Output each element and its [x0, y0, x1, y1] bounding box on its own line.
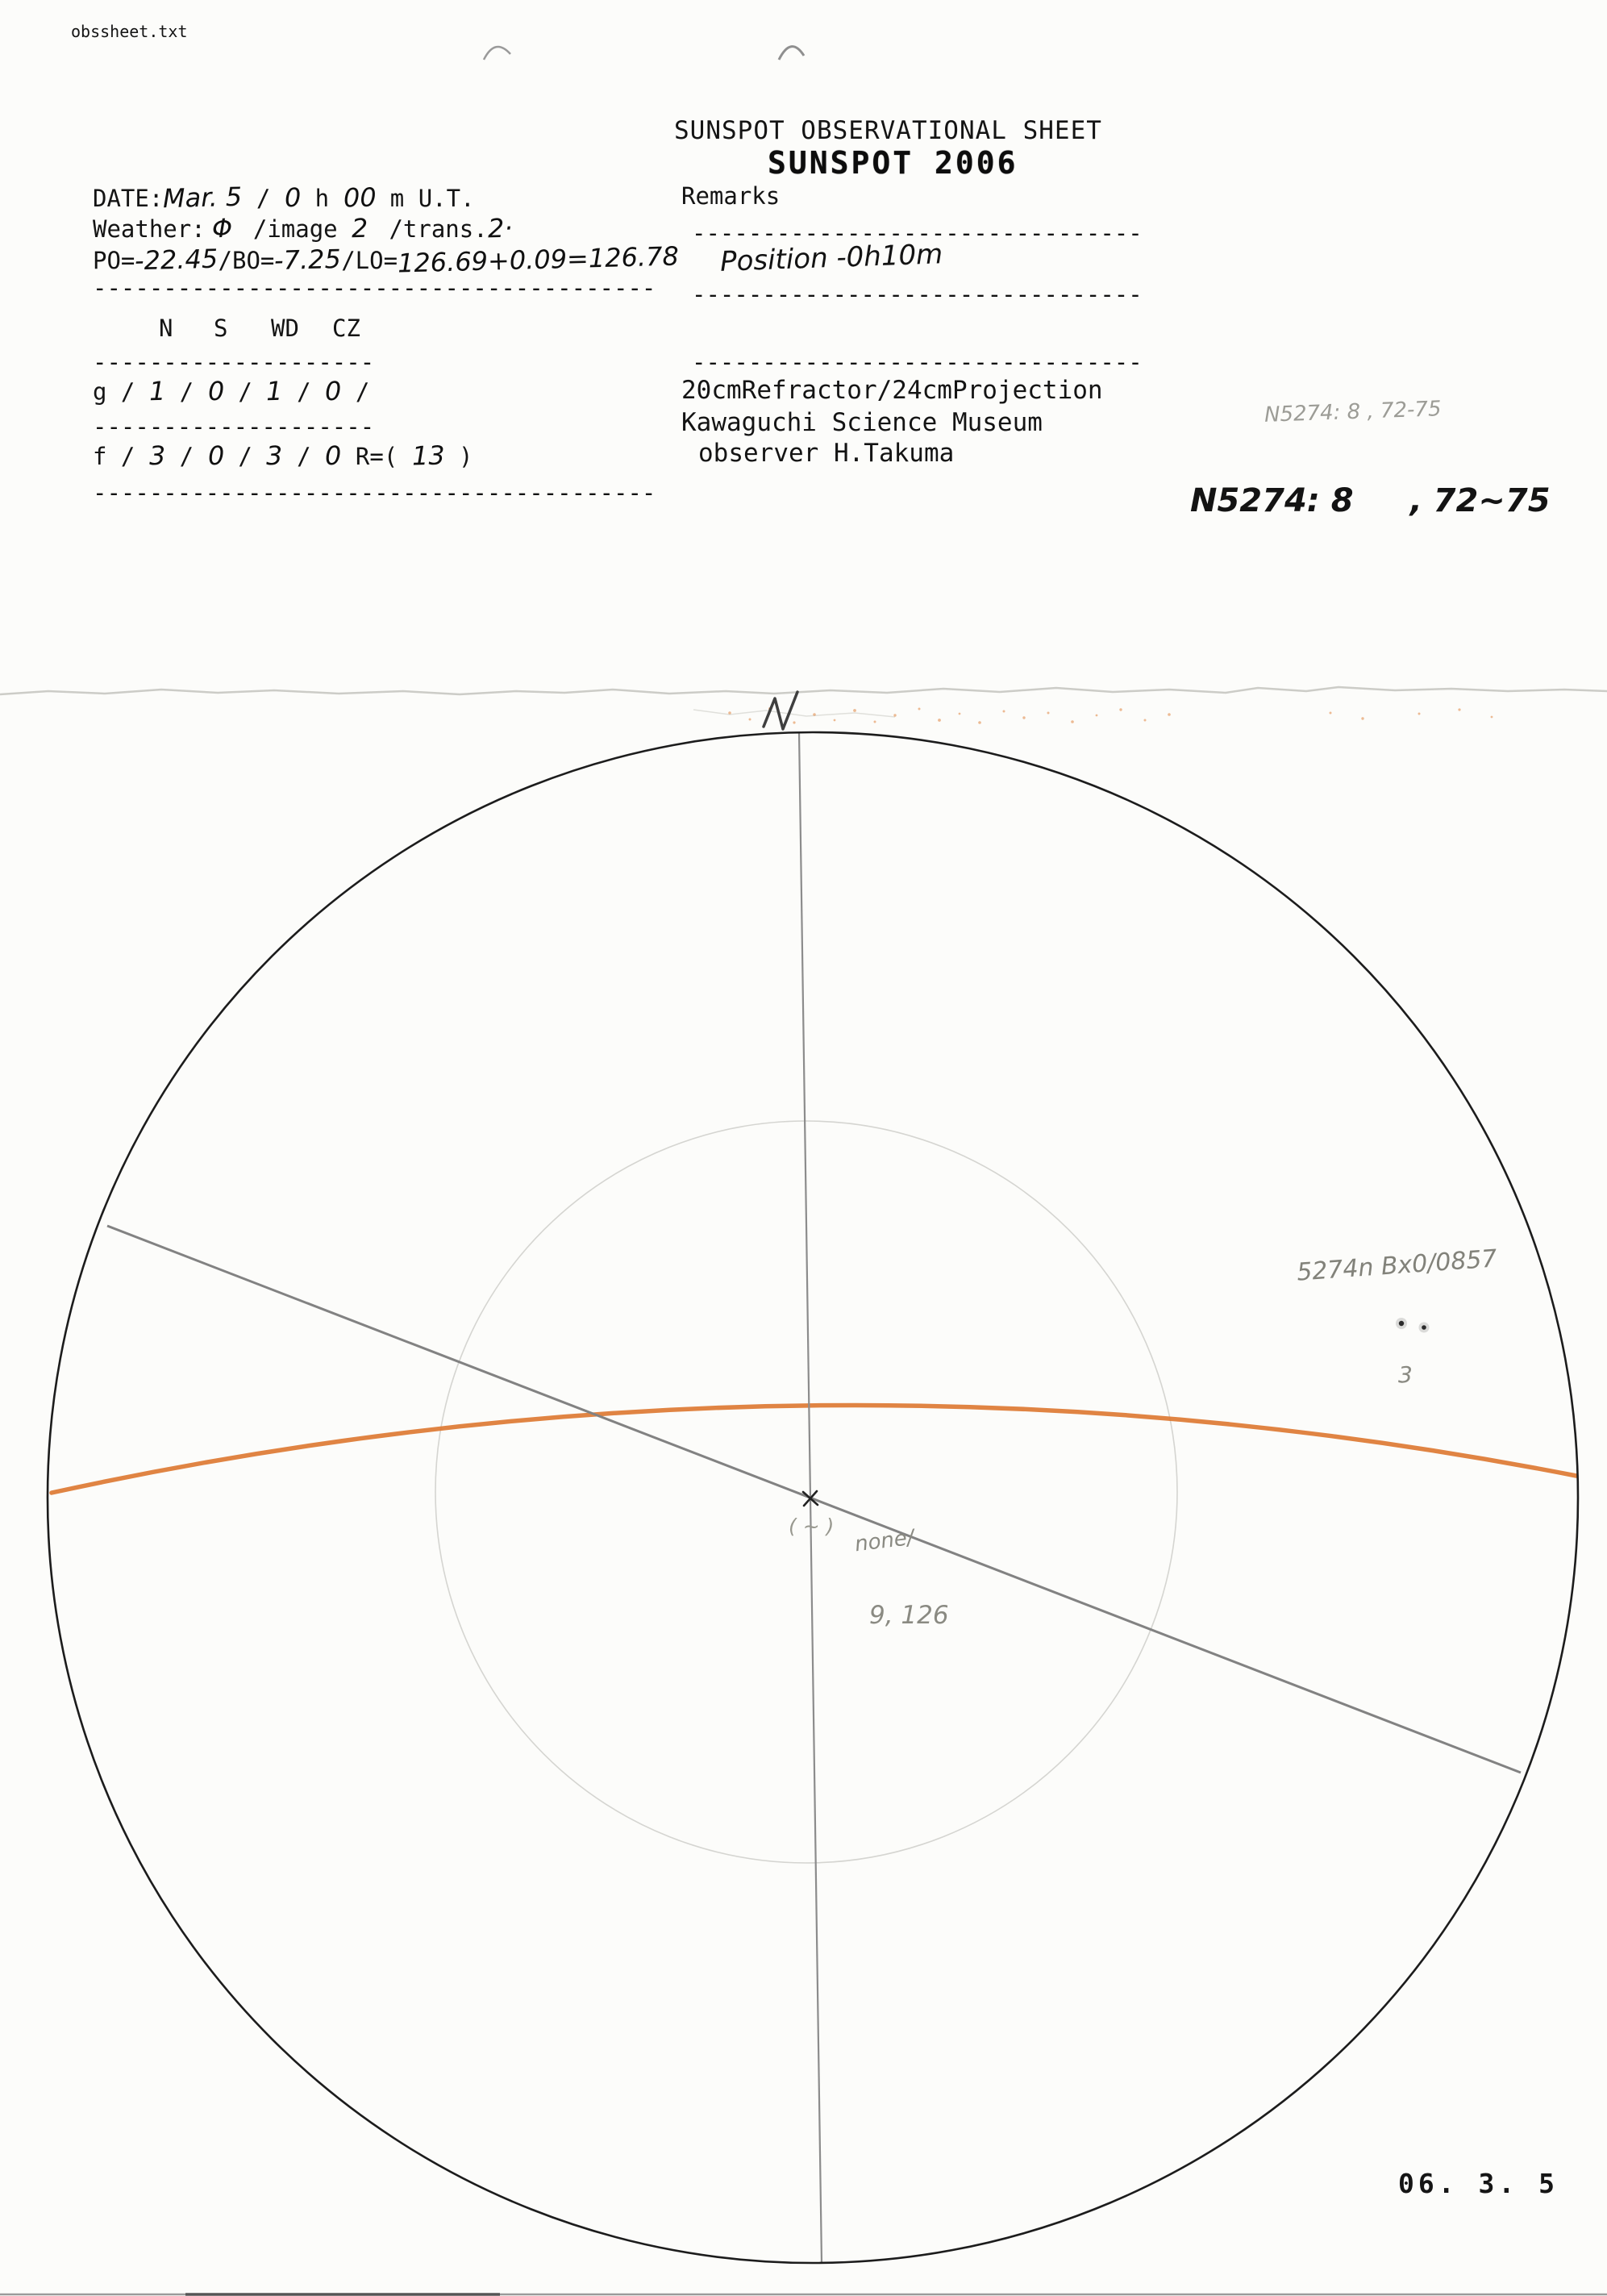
- paren-annotation: ( ~ ): [789, 1515, 835, 1538]
- spot-count-row: [93, 440, 473, 471]
- r-number-value: 13: [411, 440, 445, 472]
- separator: /: [165, 378, 208, 406]
- weather-value: Φ: [211, 212, 233, 244]
- year-stamp: SUNSPOT 2006: [768, 145, 1018, 181]
- position-note: Position -0h10m: [719, 238, 943, 278]
- divider-line: --------------------------------: [692, 348, 1143, 376]
- pen-note-group: N5274: 8: [1190, 482, 1354, 519]
- f-row-label: f /: [93, 443, 149, 470]
- minute-value: 00: [343, 181, 377, 214]
- bo-value: -7.25: [273, 243, 342, 277]
- orange-speckles: [728, 707, 1493, 724]
- date-label: DATE:: [93, 185, 164, 212]
- separator: /: [223, 378, 267, 406]
- separator: /: [282, 443, 326, 470]
- date-stamp: 06. 3. 5: [1398, 2168, 1559, 2199]
- north-mark: [764, 692, 797, 729]
- weather-row: [93, 213, 512, 244]
- f-cz-value: 0: [324, 440, 342, 472]
- separator: /: [341, 378, 370, 406]
- divider-line: --------------------: [93, 348, 375, 376]
- g-n-value: 1: [148, 375, 166, 407]
- page-curl-mark-right: [779, 47, 804, 60]
- site-label: Kawaguchi Science Museum: [681, 408, 1043, 437]
- trans-value: 2·: [487, 212, 513, 244]
- minute-unit: m: [376, 185, 418, 212]
- lo-value: 126.69+0.09=126.78: [397, 240, 680, 279]
- paper-tear-edge: [0, 687, 1607, 694]
- g-s-value: 0: [207, 375, 225, 407]
- col-header-s: S: [214, 315, 228, 342]
- observer-label: observer H.Takuma: [698, 439, 955, 468]
- date-row: [93, 182, 475, 213]
- g-wd-value: 1: [265, 375, 284, 407]
- divider-line: ----------------------------------------: [93, 274, 656, 302]
- solar-equator-line: [52, 1405, 1576, 1493]
- spot-count-annotation: 3: [1398, 1361, 1413, 1388]
- none-annotation: none/: [853, 1525, 916, 1557]
- group-count-row: [93, 376, 369, 406]
- filename-label: obssheet.txt: [71, 22, 188, 41]
- image-value: 2: [351, 212, 368, 244]
- sunspot-group: [1396, 1318, 1430, 1333]
- col-header-n: N: [159, 315, 173, 342]
- pen-region-note: [1190, 482, 1551, 519]
- hour-unit: h: [301, 185, 343, 212]
- g-cz-value: 0: [324, 375, 342, 407]
- image-label: /image: [252, 215, 352, 243]
- remarks-label: Remarks: [681, 182, 781, 210]
- f-n-value: 3: [148, 440, 166, 472]
- r-number-close: ): [444, 443, 473, 470]
- bo-label: /BO=: [218, 247, 275, 274]
- po-bo-lo-row: [93, 240, 680, 279]
- g-row-label: g /: [93, 378, 149, 406]
- pencil-region-note: N5274: 8 , 72-75: [1264, 397, 1442, 427]
- trans-label: /trans.: [389, 215, 488, 243]
- divider-line: --------------------: [93, 413, 375, 440]
- lo-label: /LO=: [341, 247, 398, 274]
- po-label: PO=: [93, 247, 135, 274]
- instrument-label: 20cmRefractor/24cmProjection: [681, 376, 1103, 405]
- pen-note-range: , 72~75: [1409, 482, 1551, 519]
- page-curl-mark-left: [484, 47, 510, 60]
- hour-value: 0: [284, 181, 302, 214]
- po-value: -22.45: [134, 243, 219, 277]
- col-header-wd: WD: [271, 315, 299, 342]
- separator: /: [165, 443, 208, 470]
- separator: /: [223, 443, 267, 470]
- date-value: Mar. 5: [162, 181, 243, 215]
- region-annotation: 5274n Bx0/0857: [1296, 1244, 1498, 1287]
- f-wd-value: 3: [265, 440, 284, 472]
- paper-tear-shadow: [693, 710, 895, 717]
- divider-line: --------------------------------: [692, 219, 1143, 247]
- weather-label: Weather:: [93, 215, 206, 243]
- separator: /: [282, 378, 326, 406]
- ut-label: U.T.: [418, 185, 475, 212]
- separator: /: [242, 185, 285, 212]
- coord-annotation: 9, 126: [869, 1601, 949, 1630]
- f-s-value: 0: [207, 440, 225, 472]
- r-number-label: R=(: [341, 443, 412, 470]
- divider-line: ----------------------------------------: [93, 479, 656, 506]
- col-header-cz: CZ: [332, 315, 360, 342]
- divider-line: --------------------------------: [692, 281, 1143, 308]
- sheet-title: SUNSPOT OBSERVATIONAL SHEET: [674, 116, 1102, 145]
